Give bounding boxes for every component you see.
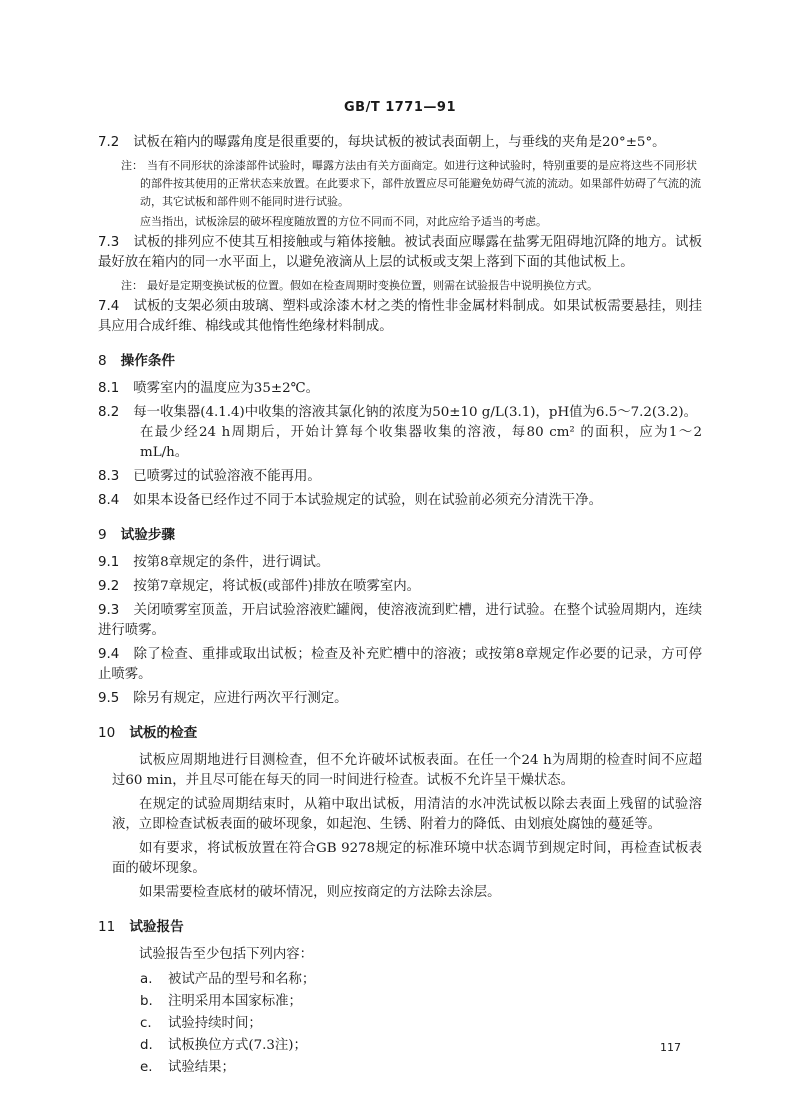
clause-8-4 xyxy=(98,491,702,511)
clause-8-1 xyxy=(98,379,702,399)
list-item xyxy=(112,969,702,991)
document-body xyxy=(98,133,702,1079)
note-7-3 xyxy=(112,277,702,295)
page-number: 117 xyxy=(660,1041,681,1054)
clause-text: 试板的排列应不使其互相接触或与箱体接触。被试表面应曝露在盐雾无阻碍地沉降的地方。试板最好放在箱内的同一水平面上，以避免液滴从上层的试板或支架上落到下面的其他试板上。 xyxy=(98,235,702,270)
clause-7-3 xyxy=(98,233,702,273)
clause-text: 除另有规定，应进行两次平行测定。 xyxy=(133,691,348,706)
section-10-para-1: 试板应周期地进行目测检查，但不允许破坏试板表面。在任一个24 h为周期的检查时间不应超过60 min，并且尽可能在每天的同一时间进行检查。试板不允许呈干燥状态。 xyxy=(112,753,702,788)
clause-text: 按第8章规定的条件，进行调试。 xyxy=(133,555,330,570)
clause-number: 9.4 xyxy=(98,647,120,662)
section-title: 试验报告 xyxy=(129,919,184,935)
clause-number: 9.3 xyxy=(98,603,120,618)
note-label: 注： xyxy=(121,159,143,172)
section-10-para-3: 如有要求，将试板放置在符合GB 9278规定的标准环境中状态调节到规定时间，再检查试板表面的破坏现象。 xyxy=(112,841,702,876)
note-text: 当有不同形状的涂漆部件试验时，曝露方法由有关方面商定。如进行这种试验时，特别重要的是应将这些不同形状的部件按其使用的正常状态来放置。在此要求下，部件放置应尽可能避免妨碍气流的流动。如果部件妨碍了气流的流动，其它试板和部件则不能同时进行试验。 xyxy=(140,159,701,208)
clause-text: 已喷雾过的试验溶液不能再用。 xyxy=(133,469,321,484)
section-number: 10 xyxy=(98,725,116,741)
list-item xyxy=(112,1013,702,1035)
note-label: 注： xyxy=(121,279,143,292)
clause-number: 8.1 xyxy=(98,381,120,396)
clause-text: 每一收集器(4.1.4)中收集的溶液其氯化钠的浓度为50±10 g/L(3.1)，pH值为6.5～7.2(3.2)。 xyxy=(133,405,698,420)
clause-text: 喷雾室内的温度应为35±2℃。 xyxy=(133,381,319,396)
clause-number: 9.1 xyxy=(98,555,120,570)
section-number: 11 xyxy=(98,919,116,935)
note-text: 最好是定期变换试板的位置。假如在检查周期时变换位置，则需在试验报告中说明换位方式。 xyxy=(147,279,598,292)
clause-text: 按第7章规定，将试板(或部件)排放在喷雾室内。 xyxy=(133,579,421,594)
section-number: 8 xyxy=(98,353,107,369)
section-title: 试板的检查 xyxy=(129,725,198,741)
list-item-letter: c. xyxy=(140,1016,152,1031)
section-9-heading xyxy=(98,523,702,543)
clause-7-4 xyxy=(98,297,702,337)
clause-number: 8.2 xyxy=(98,405,120,420)
section-11-heading xyxy=(98,915,702,935)
list-item-text: 被试产品的型号和名称； xyxy=(168,972,316,987)
section-11-intro: 试验报告至少包括下列内容： xyxy=(139,947,314,962)
list-item-letter: b. xyxy=(140,994,153,1009)
note-7-2 xyxy=(112,157,702,211)
clause-8-2-cont: 在最少经24 h周期后，开始计算每个收集器收集的溶液，每80 cm² 的面积，应为1～2 mL/h。 xyxy=(140,425,702,460)
clause-7-2 xyxy=(98,133,702,153)
section-10-para-2: 在规定的试验周期结束时，从箱中取出试板，用清洁的水冲洗试板以除去表面上残留的试验溶液，立即检查试板表面的破坏现象，如起泡、生锈、附着力的降低、由划痕处腐蚀的蔓延等。 xyxy=(112,797,702,832)
clause-text: 除了检查、重排或取出试板；检查及补充贮槽中的溶液；或按第8章规定作必要的记录，方可停止喷雾。 xyxy=(98,647,702,682)
clause-number: 9.2 xyxy=(98,579,120,594)
clause-8-2 xyxy=(98,403,702,423)
clause-9-4 xyxy=(98,645,702,685)
list-item-letter: a. xyxy=(140,972,153,987)
clause-9-1 xyxy=(98,553,702,573)
section-10-heading xyxy=(98,721,702,741)
list-item xyxy=(112,1035,702,1057)
list-item-letter: e. xyxy=(140,1060,153,1075)
list-item-text: 试验结果； xyxy=(168,1060,235,1075)
clause-9-3 xyxy=(98,601,702,641)
clause-number: 8.3 xyxy=(98,469,120,484)
note-7-2-cont: 应当指出，试板涂层的破坏程度随放置的方位不同而不同，对此应给予适当的考虑。 xyxy=(140,215,547,228)
clause-text: 试板的支架必须由玻璃、塑料或涂漆木材之类的惰性非金属材料制成。如果试板需要悬挂，则挂具应用合成纤维、棉线或其他惰性绝缘材料制成。 xyxy=(98,299,702,334)
section-number: 9 xyxy=(98,527,107,543)
list-item-text: 试验持续时间； xyxy=(168,1016,262,1031)
list-item-text: 试板换位方式(7.3注)； xyxy=(168,1038,307,1053)
page-header: GB/T 1771—91 xyxy=(344,100,456,115)
clause-9-2 xyxy=(98,577,702,597)
section-title: 试验步骤 xyxy=(120,527,176,543)
clause-text: 如果本设备已经作过不同于本试验规定的试验，则在试验前必须充分清洗干净。 xyxy=(133,493,602,508)
clause-number: 7.4 xyxy=(98,299,120,314)
clause-number: 7.3 xyxy=(98,235,120,250)
clause-number: 7.2 xyxy=(98,135,120,150)
section-title: 操作条件 xyxy=(120,353,176,369)
section-8-heading xyxy=(98,349,702,369)
clause-number: 8.4 xyxy=(98,493,120,508)
clause-text: 关闭喷雾室顶盖，开启试验溶液贮罐阀，使溶液流到贮槽，进行试验。在整个试验周期内，连续进行喷雾。 xyxy=(98,603,702,638)
list-item xyxy=(112,1057,702,1079)
clause-number: 9.5 xyxy=(98,691,120,706)
clause-text: 试板在箱内的曝露角度是很重要的，每块试板的被试表面朝上，与垂线的夹角是20°±5°。 xyxy=(133,135,666,150)
clause-9-5 xyxy=(98,689,702,709)
list-item-text: 注明采用本国家标准； xyxy=(168,994,302,1009)
clause-8-3 xyxy=(98,467,702,487)
list-item-letter: d. xyxy=(140,1038,153,1053)
list-item xyxy=(112,991,702,1013)
section-10-para-4: 如果需要检查底材的破坏情况，则应按商定的方法除去涂层。 xyxy=(139,885,501,900)
